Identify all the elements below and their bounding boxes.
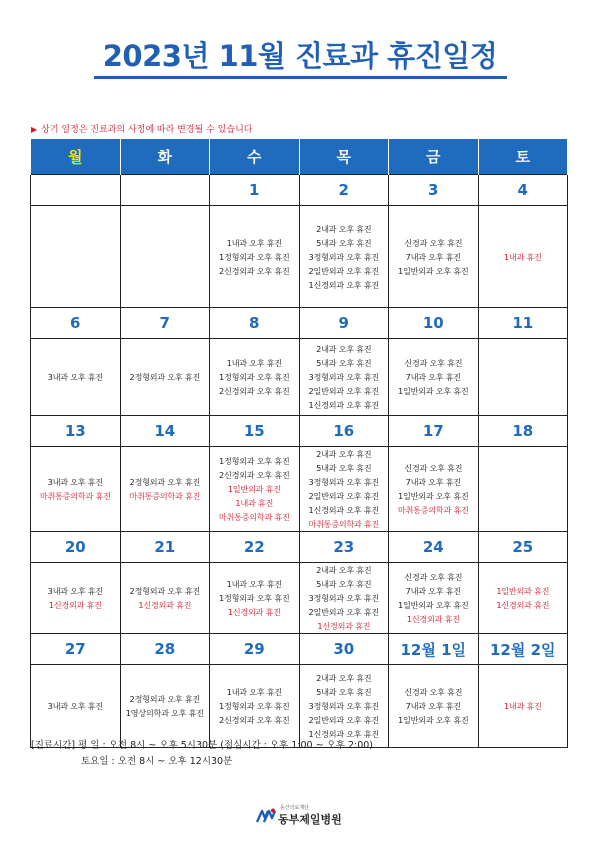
closure-entry: 1신경외과 오후 휴진 [308, 729, 379, 739]
schedule-row [31, 206, 568, 308]
closure-entry: 5내과 오후 휴진 [316, 237, 372, 248]
date-cell: 16 [299, 416, 389, 447]
schedule-cell [299, 206, 389, 308]
closure-entry: 5내과 오후 휴진 [316, 687, 372, 697]
schedule-cell [120, 447, 210, 532]
schedule-cell [389, 563, 479, 634]
date-cell: 22 [210, 532, 300, 563]
closure-entry: 2내과 오후 휴진 [316, 449, 372, 459]
date-cell: 14 [120, 416, 210, 447]
schedule-cell [299, 665, 389, 748]
closure-entry: 1신경외과 오후 휴진 [308, 279, 379, 290]
notice [31, 122, 252, 135]
closure-entry: 2신경외과 오후 휴진 [219, 265, 290, 276]
schedule-cell [478, 447, 568, 532]
triangle-bullet-icon: ▶ [31, 125, 38, 134]
closure-entry: 3정형외과 오후 휴진 [308, 593, 379, 603]
date-cell: 1 [210, 175, 300, 206]
closure-entry: 1신경외과 휴진 [317, 621, 371, 631]
schedule-cell [299, 339, 389, 416]
schedule-table [30, 139, 568, 748]
closure-entry: 2정형외과 오후 휴진 [129, 477, 200, 487]
logo-name: 동부제일병원 [278, 813, 342, 826]
closure-entry: 2일반외과 오후 휴진 [308, 386, 379, 396]
schedule-cell [210, 563, 300, 634]
schedule-cell [299, 447, 389, 532]
closure-entry: 마취통증의학과 휴진 [397, 505, 469, 515]
schedule-cell [120, 665, 210, 748]
closure-entry: 1내과 오후 휴진 [226, 579, 282, 589]
closure-entry: 2일반외과 오후 휴진 [308, 607, 379, 617]
schedule-cell [478, 206, 568, 308]
closure-entry: 1신경외과 오후 휴진 [308, 505, 379, 515]
date-cell: 18 [478, 416, 568, 447]
closure-entry: 7내과 오후 휴진 [405, 251, 461, 262]
closure-entry: 3내과 오후 휴진 [47, 372, 103, 382]
closure-entry: 1신경외과 오후 휴진 [308, 400, 379, 410]
closure-entry: 2신경외과 오후 휴진 [219, 386, 290, 396]
closure-entry: 2일반외과 오후 휴진 [308, 265, 379, 276]
closure-entry: 1정형외과 오후 휴진 [219, 456, 290, 466]
date-row [31, 634, 568, 665]
date-cell: 30 [299, 634, 389, 665]
page-title: 2023년 11월 진료과 휴진일정 [102, 39, 498, 73]
saturday-hours: 토요일 : 오전 8시 ~ 오후 12시30분 [81, 756, 233, 767]
closure-entry: 마취통증의학과 휴진 [308, 519, 380, 529]
schedule-cell [120, 563, 210, 634]
date-cell: 12월 2일 [478, 634, 568, 665]
closure-entry: 1정형외과 오후 휴진 [219, 593, 290, 603]
date-row [31, 308, 568, 339]
date-cell: 25 [478, 532, 568, 563]
date-cell: 2 [299, 175, 389, 206]
schedule-cell [389, 447, 479, 532]
closure-entry: 7내과 오후 휴진 [405, 477, 461, 487]
schedule-cell [389, 339, 479, 416]
weekday-hours: [진료시간] 평 일 : 오전 8시 ~ 오후 5시30분 (점심시간 : 오후 1:00 ~ 오후 2:00) [31, 740, 374, 751]
date-cell: 28 [120, 634, 210, 665]
closure-entry: 1일반외과 오후 휴진 [398, 386, 469, 396]
date-cell: 8 [210, 308, 300, 339]
weekday-header-row [31, 139, 568, 175]
closure-entry: 7내과 오후 휴진 [405, 701, 461, 711]
weekday-header: 월 [31, 139, 121, 175]
date-cell: 20 [31, 532, 121, 563]
closure-entry: 1일반외과 오후 휴진 [398, 491, 469, 501]
date-cell: 23 [299, 532, 389, 563]
schedule-cell [31, 563, 121, 634]
weekday-header: 화 [120, 139, 210, 175]
closure-entry: 1정형외과 오후 휴진 [219, 701, 290, 711]
closure-entry: 2내과 오후 휴진 [316, 223, 372, 234]
closure-entry: 1내과 휴진 [503, 701, 542, 711]
closure-entry: 2신경외과 오후 휴진 [219, 470, 290, 480]
closure-entry: 3내과 오후 휴진 [47, 586, 103, 596]
closure-entry: 1일반외과 오후 휴진 [398, 715, 469, 725]
date-cell: 15 [210, 416, 300, 447]
closure-entry: 신경과 오후 휴진 [404, 572, 463, 582]
date-cell [31, 175, 121, 206]
closure-entry: 1일반외과 휴진 [496, 586, 550, 596]
date-cell: 9 [299, 308, 389, 339]
logo-subtitle: 동산의료재단 [280, 805, 309, 811]
date-cell [120, 175, 210, 206]
closure-entry: 신경과 오후 휴진 [404, 237, 463, 248]
closure-entry: 1내과 휴진 [503, 251, 542, 262]
closure-entry: 1일반외과 오후 휴진 [398, 600, 469, 610]
closure-entry: 1내과 오후 휴진 [226, 687, 282, 697]
schedule-cell [210, 665, 300, 748]
schedule-cell [389, 206, 479, 308]
date-cell: 4 [478, 175, 568, 206]
title-underline [94, 76, 507, 79]
closure-entry: 5내과 오후 휴진 [316, 463, 372, 473]
closure-entry: 1신경외과 휴진 [48, 600, 102, 610]
closure-entry: 마취통증의학과 휴진 [218, 512, 290, 522]
closure-entry: 1일반외과 오후 휴진 [398, 265, 469, 276]
closure-entry: 1영상의학과 오후 휴진 [125, 708, 204, 718]
schedule-cell [389, 665, 479, 748]
schedule-row [31, 563, 568, 634]
closure-entry: 1내과 오후 휴진 [226, 358, 282, 368]
schedule-row [31, 339, 568, 416]
date-cell: 24 [389, 532, 479, 563]
closure-entry: 1신경외과 휴진 [406, 614, 460, 624]
schedule-cell [478, 563, 568, 634]
closure-entry: 1내과 휴진 [235, 498, 274, 508]
closure-entry: 1신경외과 휴진 [227, 607, 281, 617]
closure-entry: 3정형외과 오후 휴진 [308, 701, 379, 711]
closure-entry: 신경과 오후 휴진 [404, 358, 463, 368]
closure-entry: 신경과 오후 휴진 [404, 687, 463, 697]
weekday-header: 목 [299, 139, 389, 175]
closure-entry: 2내과 오후 휴진 [316, 673, 372, 683]
closure-entry: 2정형외과 오후 휴진 [129, 586, 200, 596]
weekday-header: 토 [478, 139, 568, 175]
closure-entry: 2일반외과 오후 휴진 [308, 491, 379, 501]
closure-entry: 3내과 오후 휴진 [47, 701, 103, 711]
closure-entry: 3정형외과 오후 휴진 [308, 477, 379, 487]
schedule-cell [31, 206, 121, 308]
schedule-cell [31, 339, 121, 416]
closure-entry: 2정형외과 오후 휴진 [129, 694, 200, 704]
closure-entry: 1정형외과 오후 휴진 [219, 251, 290, 262]
date-cell: 10 [389, 308, 479, 339]
closure-entry: 1신경외과 휴진 [138, 600, 192, 610]
date-row [31, 416, 568, 447]
closure-entry: 2정형외과 오후 휴진 [129, 372, 200, 382]
closure-entry: 5내과 오후 휴진 [316, 358, 372, 368]
schedule-cell [31, 447, 121, 532]
date-cell: 7 [120, 308, 210, 339]
date-cell: 27 [31, 634, 121, 665]
closure-entry: 1내과 오후 휴진 [226, 237, 282, 248]
closure-entry: 마취통증의학과 휴진 [129, 491, 201, 501]
date-cell: 11 [478, 308, 568, 339]
date-row [31, 532, 568, 563]
date-cell: 6 [31, 308, 121, 339]
schedule-row [31, 665, 568, 748]
weekday-header: 금 [389, 139, 479, 175]
schedule-cell [31, 665, 121, 748]
hospital-logo-icon [256, 808, 276, 824]
date-cell: 13 [31, 416, 121, 447]
date-cell: 12월 1일 [389, 634, 479, 665]
weekday-header: 수 [210, 139, 300, 175]
schedule-row [31, 447, 568, 532]
schedule-cell [478, 665, 568, 748]
date-cell: 17 [389, 416, 479, 447]
notice-text: 상기 일정은 진료과의 사정에 따라 변경될 수 있습니다 [41, 125, 253, 135]
closure-entry: 3정형외과 오후 휴진 [308, 251, 379, 262]
schedule-cell [120, 339, 210, 416]
closure-entry: 5내과 오후 휴진 [316, 579, 372, 589]
date-cell: 3 [389, 175, 479, 206]
closure-entry: 2신경외과 오후 휴진 [219, 715, 290, 725]
closure-entry: 1신경외과 휴진 [496, 600, 550, 610]
schedule-cell [210, 447, 300, 532]
closure-entry: 1일반외과 휴진 [227, 484, 281, 494]
schedule-cell [120, 206, 210, 308]
date-row [31, 175, 568, 206]
date-cell: 29 [210, 634, 300, 665]
schedule-cell [299, 563, 389, 634]
closure-entry: 신경과 오후 휴진 [404, 463, 463, 473]
closure-entry: 7내과 오후 휴진 [405, 372, 461, 382]
closure-entry: 2내과 오후 휴진 [316, 565, 372, 575]
schedule-cell [210, 339, 300, 416]
schedule-cell [210, 206, 300, 308]
closure-entry: 3정형외과 오후 휴진 [308, 372, 379, 382]
closure-entry: 7내과 오후 휴진 [405, 586, 461, 596]
date-cell: 21 [120, 532, 210, 563]
closure-entry: 3내과 오후 휴진 [47, 477, 103, 487]
closure-entry: 2일반외과 오후 휴진 [308, 715, 379, 725]
hours-info [31, 738, 373, 770]
closure-entry: 1정형외과 오후 휴진 [219, 372, 290, 382]
hospital-logo [256, 802, 366, 828]
schedule-cell [478, 339, 568, 416]
closure-entry: 마취통증의학과 휴진 [39, 491, 111, 501]
closure-entry: 2내과 오후 휴진 [316, 344, 372, 354]
